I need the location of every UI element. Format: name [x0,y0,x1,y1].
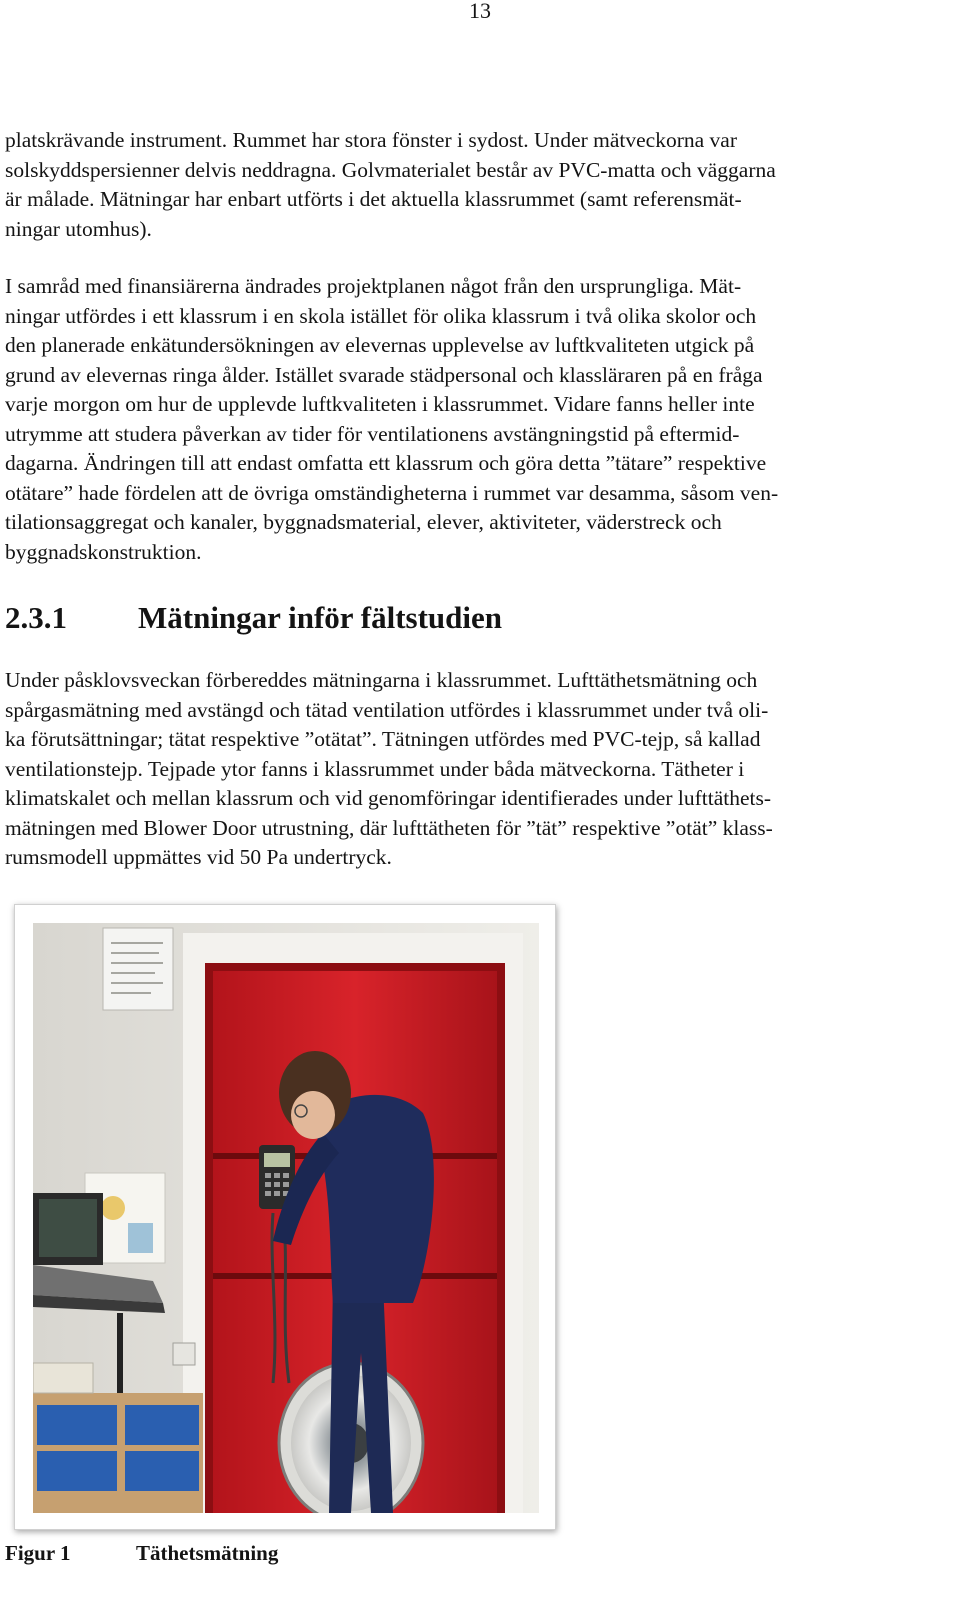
figure-caption [5,1539,278,1567]
blower-door-photo [33,923,539,1513]
page-number: 13 [469,0,491,23]
text-line: ventilationstejp. Tejpade ytor fanns i klassrummet under båda mätveckorna. Tätheter i [5,756,745,781]
text-line: ningar utomhus). [5,216,152,241]
text-line: den planerade enkätundersökningen av elevernas upplevelse av luftkvaliteten utgick på [5,333,755,357]
section-title: Mätningar inför fältstudien [138,600,502,635]
text-line: Under påsklovsveckan förbereddes mätningarna i klassrummet. Lufttäthetsmätning och [5,668,758,692]
text-line: är målade. Mätningar har enbart utförts i det aktuella klassrummet (samt referensmät- [5,187,742,211]
figure-label: Figur 1 [5,1541,71,1565]
figure-photo-frame [14,904,556,1530]
text-line: otätare” hade fördelen att de övriga omständigheterna i rummet var desamma, såsom ven- [5,480,779,505]
text-line: rumsmodell uppmättes vid 50 Pa undertryck. [5,845,392,869]
text-line: mätningen med Blower Door utrustning, där lufttätheten för ”tät” respektive ”otät” klass- [5,815,773,840]
text-line: klimatskalet och mellan klassrum och vid genomföringar identifierades under lufttäthets- [5,786,772,810]
text-line: tilationsaggregat och kanaler, byggnadsmaterial, elever, aktiviteter, väderstreck och [5,510,722,534]
text-line: ka förutsättningar; tätat respektive ”otätat”. Tätningen utfördes med PVC-tejp, så kallad [5,727,761,751]
text-line: varje morgon om hur de upplevde luftkvaliteten i klassrummet. Vidare fanns heller inte [5,392,755,416]
photo-illustration [33,923,539,1513]
text-line: grund av elevernas ringa ålder. Istället svarade städpersonal och klassläraren på en fråga [5,362,763,387]
text-line: solskyddspersienner delvis neddragna. Golvmaterialet består av PVC-matta och väggarna [5,157,776,182]
section-number: 2.3.1 [5,600,67,635]
text-line: I samråd med finansiärerna ändrades projektplanen något från den ursprungliga. Mät- [5,274,742,298]
text-line: spårgasmätning med avstängd och tätad ventilation utfördes i klassrummet under två oli- [5,697,769,722]
text-line: platskrävande instrument. Rummet har stora fönster i sydost. Under mätveckorna var [5,128,737,152]
paragraph-2 [5,272,778,567]
text-line: dagarna. Ändringen till att endast omfatta ett klassrum och göra detta ”tätare” respektive [5,451,767,475]
section-heading [5,598,502,638]
figure-title: Täthetsmätning [136,1541,279,1565]
text-line: ningar utfördes i ett klassrum i en skola istället för olika klassrum i två olika skolor och [5,303,757,328]
paragraph-3 [5,666,773,873]
text-line: utrymme att studera påverkan av tider för ventilationens avstängningstid på eftermid- [5,421,740,446]
text-line: byggnadskonstruktion. [5,539,202,564]
paragraph-1 [5,126,776,244]
